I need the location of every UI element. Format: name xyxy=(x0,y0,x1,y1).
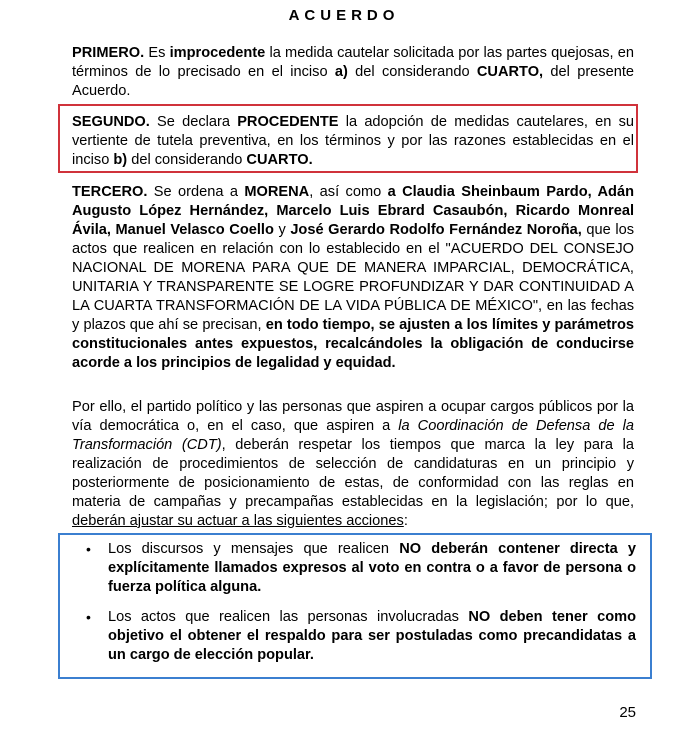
document-title: ACUERDO xyxy=(288,7,400,24)
primero-cuarto: CUARTO, xyxy=(476,64,544,80)
por-ello-underlined: deberán ajustar su actuar a las siguientes acciones xyxy=(72,513,404,529)
tercero-text-1: Se ordena a xyxy=(147,184,245,200)
tercero-text-4: que los actos que realicen en relación con lo establecido en el "ACUERDO DEL CONSEJO NACIONAL DE MORENA PARA QUE DE MANERA IMPARCIAL, DEMOCRÁTICA, UNITARIA Y TRANSPARENTE SE LOGRE PROFUNDIZAR Y DAR CONTINUIDAD A LA CUARTA TRANSFORMACIÓN DE LA VIDA PÚBLICA DE MÉXICO", en las fechas y plazos que ahí se precisan, xyxy=(72,222,634,333)
por-ello-text-3: : xyxy=(403,513,408,529)
bullet-2-text: Los actos que realicen las personas involucradas xyxy=(108,609,469,625)
bullet-1-text: Los discursos y mensajes que realicen xyxy=(108,541,400,557)
primero-text-2: la medida cautelar solicitada por las partes quejosas, en términos de lo precisado en el inciso xyxy=(72,45,634,80)
primero-improcedente: improcedente xyxy=(169,45,266,61)
tercero-text-2: , así como xyxy=(309,184,388,200)
por-ello-italic: la Coordinación de Defensa de la Transformación (CDT) xyxy=(72,418,635,453)
tercero-names: a Claudia Sheinbaum Pardo, Adán Augusto López Hernández, Marcelo Luis Ebrard Casaubón, Ricardo Monreal Ávila, Manuel Velasco Coello xyxy=(72,184,634,238)
segundo-text-1: Se declara xyxy=(149,114,238,130)
bullet-text xyxy=(108,608,636,665)
paragraph-segundo xyxy=(72,113,634,170)
bullet-item xyxy=(86,540,636,597)
bullet-item xyxy=(86,608,636,665)
tercero-morena: MORENA xyxy=(244,184,310,200)
segundo-cuarto: CUARTO. xyxy=(246,152,313,168)
segundo-text-2: la adopción de medidas cautelares, en su vertiente de tutela preventiva, en los términos y por las razones establecidas en el inciso xyxy=(72,114,635,168)
tercero-last-name: José Gerardo Rodolfo Fernández Noroña, xyxy=(290,222,582,238)
paragraph-tercero xyxy=(72,183,634,373)
segundo-inciso: b) xyxy=(113,152,128,168)
paragraph-primero xyxy=(72,44,634,101)
bullet-1-bold: NO deberán contener directa y explícitamente llamados expresos al voto en contra o a favor de persona o fuerza política alguna. xyxy=(108,541,636,595)
por-ello-text-2: , deberán respetar los tiempos que marca la ley para la realización de procedimientos de selección de candidaturas en un principio y posteriormente de posicionamiento de estas, de conformidad con las reglas en materia de campañas y precampañas establecidas en la legislación; por lo que, xyxy=(72,437,634,510)
paragraph-por-ello xyxy=(72,398,634,531)
tercero-text-3: y xyxy=(273,222,291,238)
page-number: 25 xyxy=(619,704,636,721)
tercero-emphasis: en todo tiempo, se ajusten a los límites y parámetros constitucionales antes expuestos, recalcándoles la obligación de conducirse acorde a los principios de legalidad y equidad. xyxy=(72,317,635,371)
primero-text-3: del considerando xyxy=(347,64,477,80)
bullet-text xyxy=(108,540,636,597)
segundo-label: SEGUNDO. xyxy=(72,114,150,130)
por-ello-text-1: Por ello, el partido político y las personas que aspiren a ocupar cargos públicos por la vía democrática o, en el caso, que aspiren a xyxy=(72,399,634,434)
primero-text-1: Es xyxy=(144,45,170,61)
bullet-icon: • xyxy=(86,541,91,557)
tercero-label: TERCERO. xyxy=(72,184,148,200)
segundo-procedente: PROCEDENTE xyxy=(237,114,339,130)
bullet-icon: • xyxy=(86,609,91,625)
primero-text-4: del presente Acuerdo. xyxy=(72,64,634,99)
primero-inciso: a) xyxy=(334,64,348,80)
bullet-2-bold: NO deben tener como objetivo el obtener el respaldo para ser postuladas como precandidatas a un cargo de elección popular. xyxy=(108,609,636,663)
primero-label: PRIMERO. xyxy=(72,45,145,61)
segundo-text-3: del considerando xyxy=(127,152,247,168)
